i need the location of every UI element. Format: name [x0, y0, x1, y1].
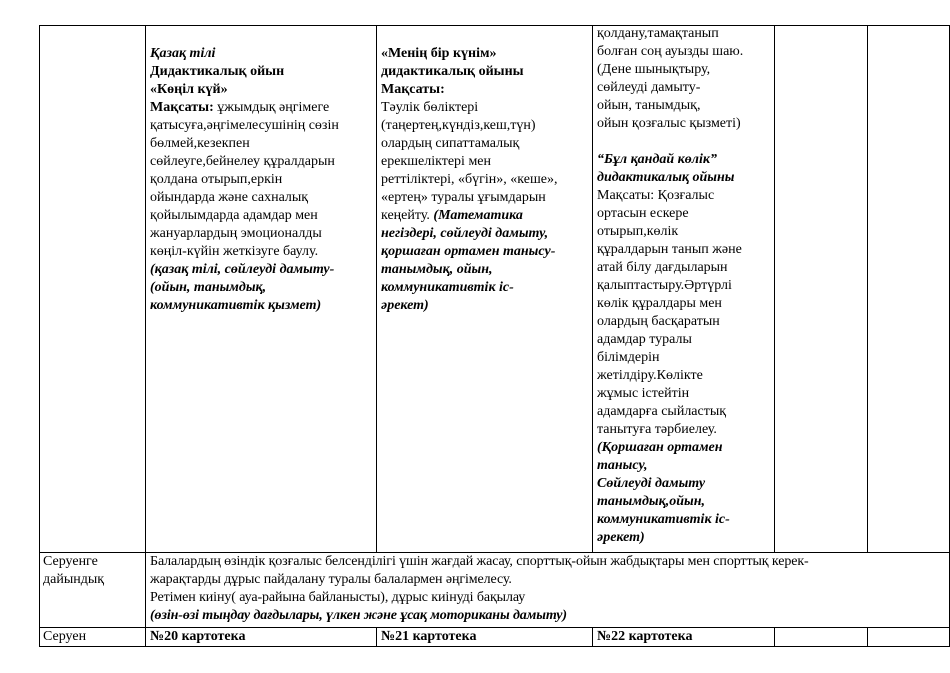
- text-line: негіздері, сөйлеуді дамыту,: [381, 226, 549, 241]
- text-line: дидактикалық ойыны: [381, 64, 524, 79]
- text-line: коммуникативтік іс-: [597, 512, 730, 527]
- walk-prep-text: [150, 553, 809, 625]
- text-line: адамдар туралы: [597, 332, 692, 347]
- text-line: сөйлеуді дамыту-: [597, 80, 701, 95]
- text-line: [150, 99, 339, 117]
- text-line: Мақсаты:: [381, 82, 445, 97]
- col-divider-3b: [376, 627, 377, 647]
- text-line: [597, 133, 743, 151]
- text-line: ойын, танымдық,: [597, 98, 701, 113]
- text-fragment: кеңейту.: [381, 208, 434, 223]
- text-line: білімдерін: [597, 350, 660, 365]
- walk-card-20: №20 картотека: [150, 629, 246, 644]
- text-line: қойылымдарда адамдар мен: [150, 208, 318, 223]
- text-line: танытуға тәрбиелеу.: [597, 422, 717, 437]
- text-line: ортасын ескере: [597, 206, 689, 221]
- col-divider-5b: [774, 627, 775, 647]
- text-line: қоршаған ортамен танысу-: [381, 244, 556, 259]
- table-border-top: [39, 25, 950, 26]
- activity-cell-kazakh-language: [150, 45, 339, 315]
- text-line: құралдарын танып және: [597, 242, 742, 257]
- walk-prep-label-line-1: Серуенге: [43, 554, 98, 569]
- col-divider-4: [592, 25, 593, 553]
- text-line: ойын қозғалыс қызметі): [597, 116, 741, 131]
- text-line: әрекет): [381, 298, 429, 313]
- text-line: (таңертең,күндіз,кеш,түн): [381, 118, 536, 133]
- text-line: көлік құралдары мен: [597, 296, 722, 311]
- text-line: жұмыс істейтін: [597, 386, 690, 401]
- col-divider-6: [867, 25, 868, 553]
- text-fragment: Мақсаты:: [150, 100, 218, 115]
- text-line: Тәулік бөліктері: [381, 100, 479, 115]
- text-line: (қазақ тілі, сөйлеуді дамыту-: [150, 262, 335, 277]
- text-line: Қазақ тілі: [150, 46, 216, 61]
- text-line: бөлмей,кезекпен: [150, 136, 250, 151]
- text-line: Мақсаты: Қозғалыс: [597, 188, 715, 203]
- text-line: атай білу дағдыларын: [597, 260, 728, 275]
- text-line: “Бұл қандай көлік”: [597, 152, 717, 167]
- text-line: реттіліктері, «бүгін», «кеше»,: [381, 172, 558, 187]
- text-line: (ойын, танымдық,: [150, 280, 267, 295]
- text-line: жануарлардың эмоционалды: [150, 226, 322, 241]
- text-line: болған соң ауызды шаю.: [597, 44, 744, 59]
- activity-cell-vehicle-game: [597, 25, 743, 547]
- col-divider-2: [145, 25, 146, 647]
- walk-prep-text-line-1: Балалардың өзіндік қозғалыс белсенділігі үшін жағдай жасау, спорттық-ойын жабдықтары мен спорттық керек-: [150, 554, 809, 569]
- text-line: Дидактикалық ойын: [150, 64, 285, 79]
- text-line: танысу,: [597, 458, 648, 473]
- text-line: (Қоршаған ортамен: [597, 440, 723, 455]
- activity-cell-my-day-game: [381, 45, 557, 315]
- walk-prep-label-line-2: дайындық: [43, 572, 105, 587]
- text-line: адамдарға сыйластық: [597, 404, 727, 419]
- text-line: отырып,көлік: [597, 224, 679, 239]
- col-divider-4b: [592, 627, 593, 647]
- text-line: дидактикалық ойыны: [597, 170, 735, 185]
- col-divider-1: [39, 25, 40, 647]
- text-line: (Дене шынықтыру,: [597, 62, 711, 77]
- text-line: әрекет): [597, 530, 645, 545]
- walk-card-22: №22 картотека: [597, 629, 693, 644]
- text-line: танымдық, ойын,: [381, 262, 493, 277]
- walk-prep-text-line-3: Ретімен киіну( ауа-райына байланысты), дұрыс киінуді бақылау: [150, 590, 526, 605]
- col-divider-6b: [867, 627, 868, 647]
- col-divider-3: [376, 25, 377, 553]
- text-line: қатысуға,әңгімелесушінің сөзін: [150, 118, 339, 133]
- col-divider-5: [774, 25, 775, 553]
- text-line: олардың басқаратын: [597, 314, 720, 329]
- text-line: ойындарда және сахналық: [150, 190, 309, 205]
- text-line: Сөйлеуді дамыту: [597, 476, 706, 491]
- text-line: «ертең» туралы ұғымдарын: [381, 190, 546, 205]
- text-line: көңіл-күйін жеткізуге баулу.: [150, 244, 319, 259]
- walk-prep-text-line-2: жарақтарды дұрыс пайдалану туралы балалармен әңгімелесу.: [150, 572, 512, 587]
- text-line: олардың сипаттамалық: [381, 136, 520, 151]
- table-border-bottom: [39, 646, 950, 647]
- walk-label: Серуен: [43, 629, 87, 644]
- text-line: сөйлеуге,бейнелеу құралдарын: [150, 154, 335, 169]
- text-line: [381, 207, 557, 225]
- text-line: қолдана отырып,еркін: [150, 172, 283, 187]
- text-line: қалыптастыру.Әртүрлі: [597, 278, 732, 293]
- text-line: жетілдіру.Көлікте: [597, 368, 703, 383]
- text-line: «Көңіл күй»: [150, 82, 228, 97]
- walk-prep-text-line-4: (өзін-өзі тыңдау дағдылары, үлкен және ұсақ моториканы дамыту): [150, 608, 567, 623]
- text-line: коммуникативтік қызмет): [150, 298, 322, 313]
- walk-prep-label: [43, 553, 104, 589]
- text-line: ерекшеліктері мен: [381, 154, 492, 169]
- text-fragment: (Математика: [433, 208, 523, 223]
- text-line: «Менің бір күнім»: [381, 46, 497, 61]
- walk-card-21: №21 картотека: [381, 629, 477, 644]
- text-line: коммуникативтік іс-: [381, 280, 514, 295]
- text-line: танымдық,ойын,: [597, 494, 705, 509]
- text-fragment: ұжымдық әңгімеге: [217, 100, 330, 115]
- text-line: қолдану,тамақтанып: [597, 26, 719, 41]
